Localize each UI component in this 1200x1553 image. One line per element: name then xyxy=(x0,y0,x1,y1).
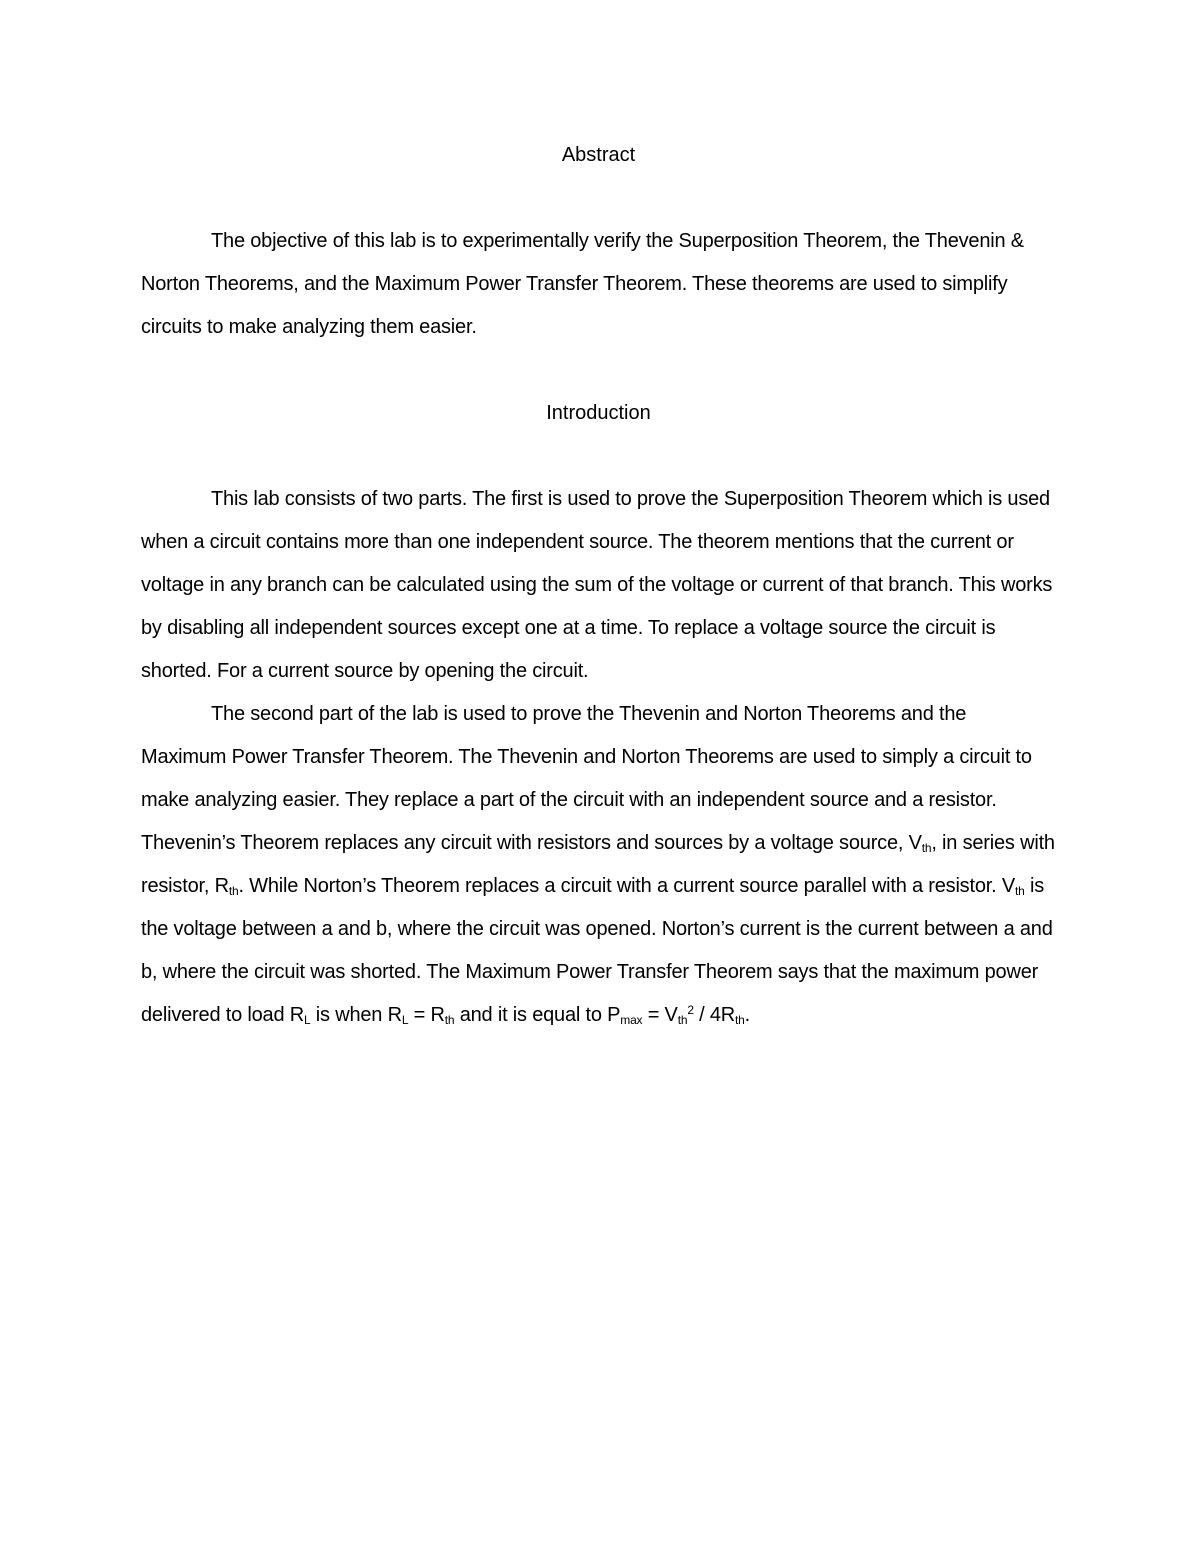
text-run: and it is equal to P xyxy=(454,1004,621,1026)
introduction-heading: Introduction xyxy=(546,402,651,424)
subscript: th xyxy=(921,841,932,855)
subscript: th xyxy=(1014,884,1025,898)
subscript: th xyxy=(735,1013,745,1027)
subscript: th xyxy=(228,884,239,898)
subscript: L xyxy=(401,1013,409,1027)
subscript: th xyxy=(444,1013,455,1027)
text-run: = R xyxy=(408,1004,445,1026)
subscript: max xyxy=(620,1013,643,1027)
subscript: L xyxy=(303,1013,311,1027)
text-run: is when R xyxy=(310,1004,402,1026)
text-run: . While Norton’s Theorem replaces a circuit with a current source parallel with a resistor. V xyxy=(238,875,1015,897)
text-run: = V xyxy=(642,1004,678,1026)
spacer xyxy=(141,349,1056,392)
spacer xyxy=(141,435,1056,478)
intro-paragraph-2 xyxy=(141,693,1056,1037)
text-run: is the voltage between a and b, where the circuit was opened. Norton’s current is the current between a and b, where the circuit was shorted. The Maximum Power Transfer Theorem says that the maximum power delivered to load R xyxy=(141,875,1053,1026)
text-run: . xyxy=(744,1004,751,1026)
abstract-heading: Abstract xyxy=(561,144,636,166)
text-run: The second part of the lab is used to prove the Thevenin and Norton Theorems and the Maximum Power Transfer Theorem. The Thevenin and Norton Theorems are used to simply a circuit to make analyzing easier. They replace a part of the circuit with an independent source and a resistor. Thevenin’s Theorem replaces any circuit with resistors and sources by a voltage source, V xyxy=(141,703,1032,854)
subscript: th xyxy=(677,1013,688,1027)
intro-paragraph-1: This lab consists of two parts. The first is used to prove the Superposition Theorem which is used when a circuit contains more than one independent source. The theorem mentions that the current or voltage in any branch can be calculated using the sum of the voltage or current of that branch. This works by disabling all independent sources except one at a time. To replace a voltage source the circuit is shorted. For a current source by opening the circuit. xyxy=(141,488,1053,682)
document-content xyxy=(141,134,1056,1037)
abstract-paragraph: The objective of this lab is to experimentally verify the Superposition Theorem, the Thevenin & Norton Theorems, and the Maximum Power Transfer Theorem. These theorems are used to simplify circuits to make analyzing them easier. xyxy=(141,230,1024,338)
superscript: 2 xyxy=(687,1003,694,1017)
spacer xyxy=(141,177,1056,220)
text-run: , in series with resistor, R xyxy=(141,832,1055,897)
text-run: / 4R xyxy=(693,1004,736,1026)
